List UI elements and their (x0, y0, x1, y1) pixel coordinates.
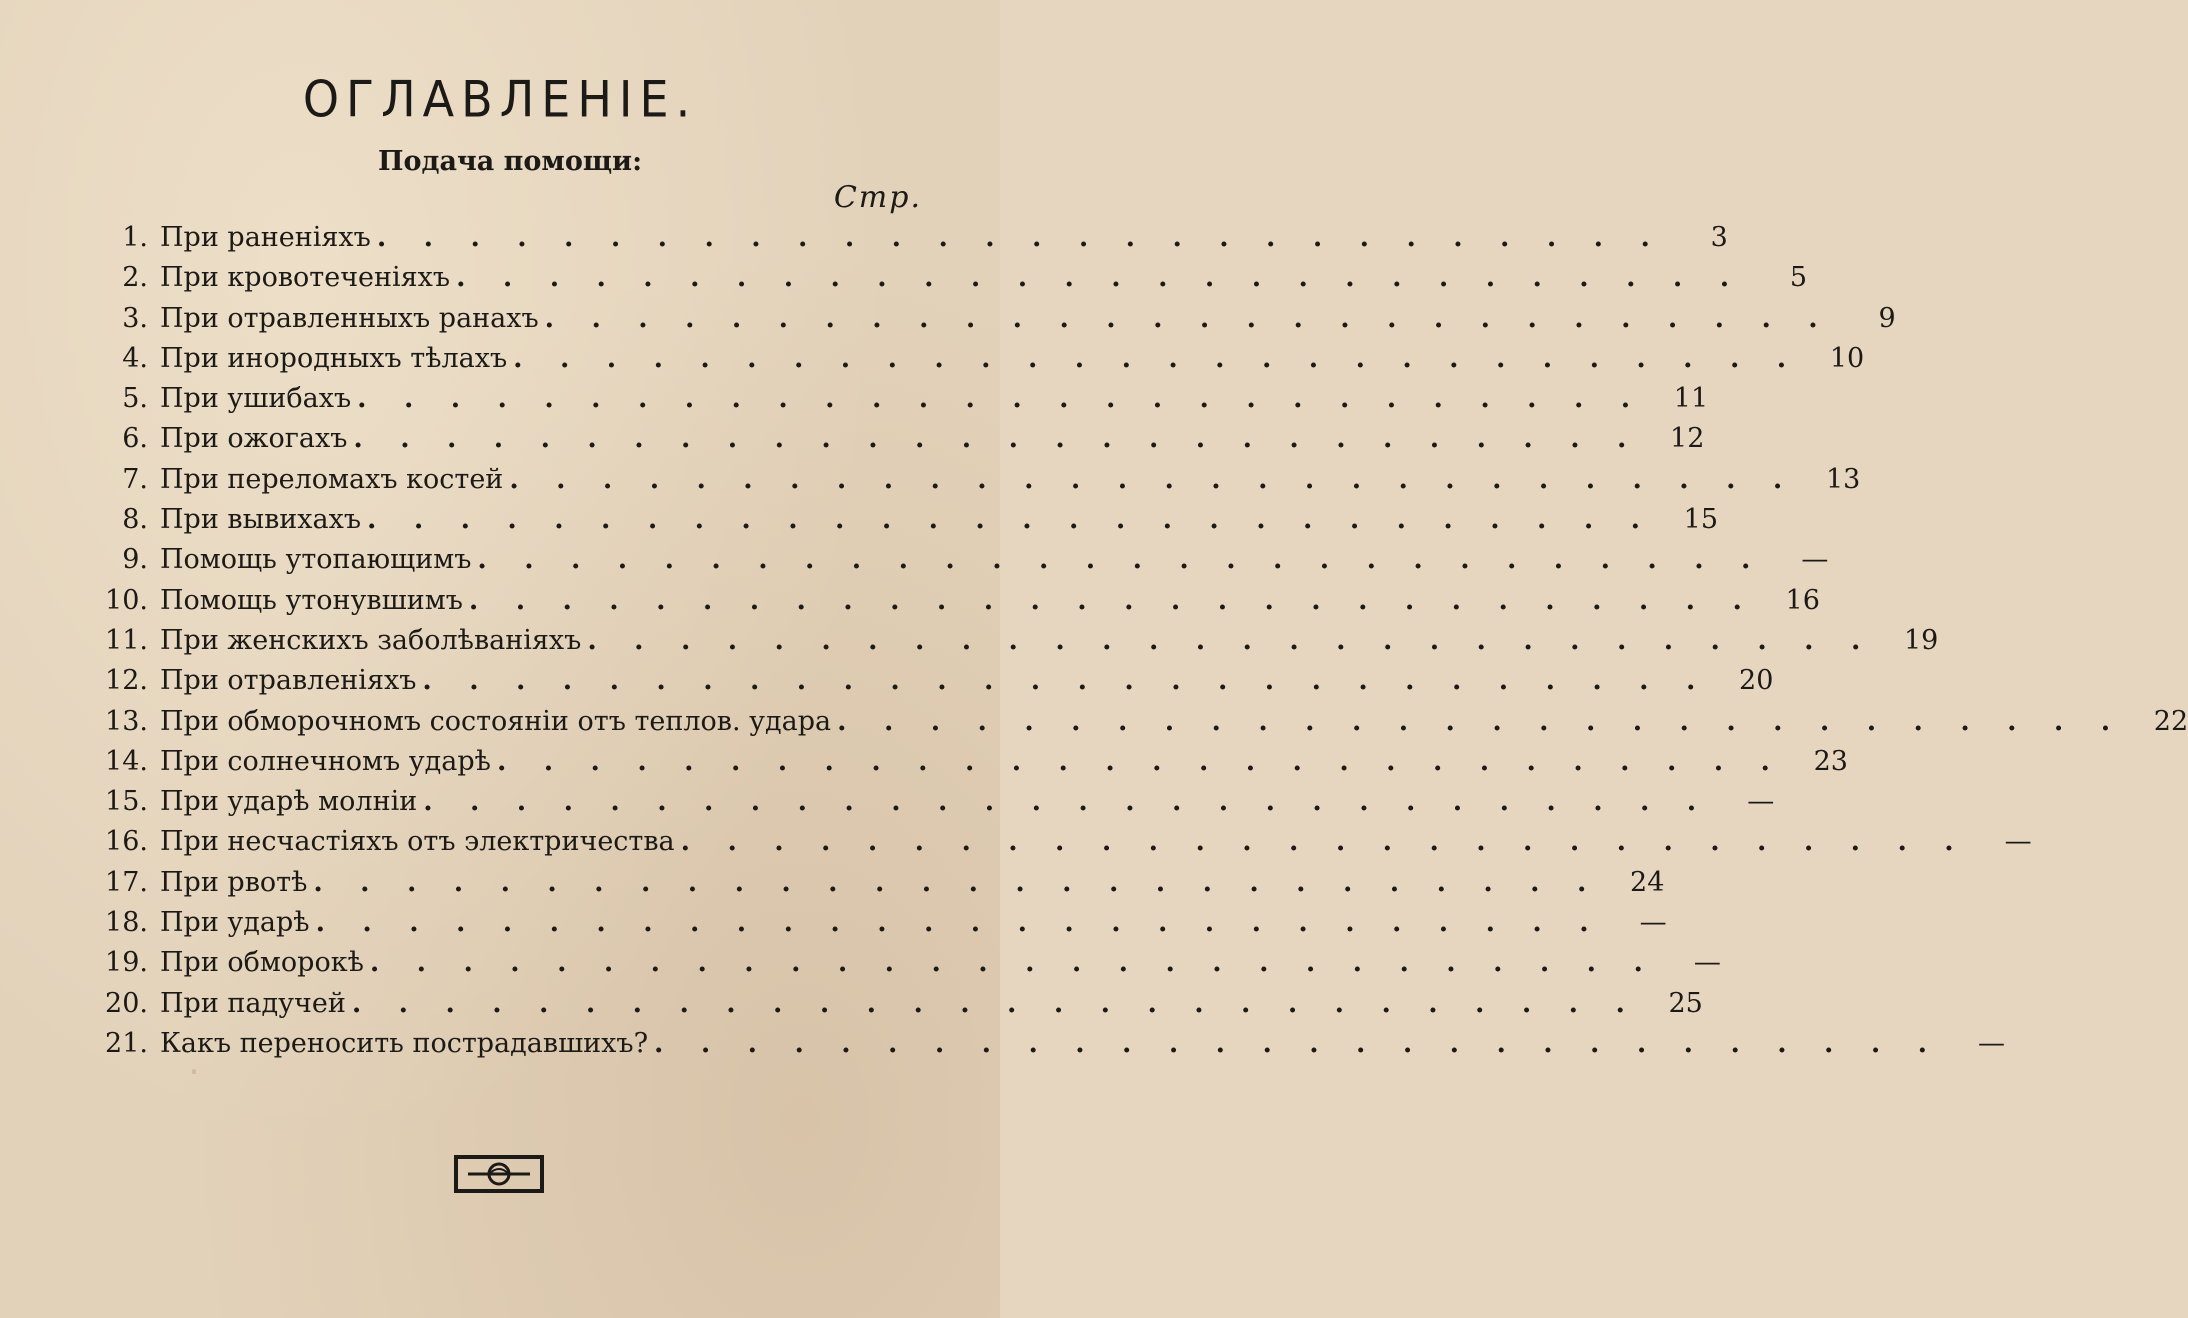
toc-entry-page: — (1693, 947, 1721, 979)
publisher-logo-icon (454, 1155, 544, 1193)
toc-entry-title: При ударѣ молнiи (160, 786, 418, 818)
toc-entry-label (148, 782, 1710, 822)
toc-entry-page: — (1801, 544, 1829, 576)
toc-entry-number: 20. (105, 987, 148, 1019)
toc-entry (98, 621, 1939, 661)
toc-entry-page: 13 (1825, 463, 1861, 495)
toc-entry-title: При отравленныхъ ранахъ (160, 302, 539, 334)
toc-entry-number: 4. (122, 342, 148, 374)
toc-entry-number: 19. (105, 947, 148, 979)
toc-entry-number: 9. (122, 544, 148, 576)
toc-entry-label (148, 581, 1756, 621)
toc-entry-number: 1. (122, 222, 148, 253)
toc-entry-label (148, 822, 1968, 862)
toc-entry-label (148, 540, 1764, 580)
toc-leader-dots: . . . . . . . . . . . . . . . . . . . . . . . . . . . . (313, 866, 1601, 898)
toc-entry-number: 16. (105, 826, 148, 858)
toc-entry-number: 2. (122, 262, 148, 294)
toc-leader-dots: . . . . . . . . . . . . . . . . . . . . . . . . . . . . (369, 947, 1657, 979)
toc-entry-number: 21. (105, 1027, 148, 1059)
toc-entry-page: 5 (1789, 262, 1808, 294)
toc-entry-page: 12 (1670, 423, 1705, 455)
toc-entry (98, 702, 2188, 742)
toc-entry (98, 742, 1848, 782)
toc-leader-dots: . . . . . . . . . . . . . . . . . . . . . . . . . . . . (680, 826, 1968, 858)
toc-entry-title: Помощь утонувшимъ (160, 584, 463, 616)
toc-entry (98, 661, 1774, 701)
toc-entry-title: При ушибахъ (160, 383, 352, 415)
toc-entry-title: При ударѣ (160, 907, 310, 939)
toc-leader-dots: . . . . . . . . . . . . . . . . . . . . . . . . . . . . (357, 383, 1645, 415)
toc-entry (98, 299, 1896, 339)
toc-entry-number: 6. (122, 423, 148, 455)
section-subtitle: Подача помощи: (377, 146, 643, 177)
toc-entry (98, 339, 1865, 379)
toc-entry-title: При ожогахъ (160, 423, 348, 455)
toc-entry-page: 11 (1673, 383, 1709, 415)
toc-leader-dots: . . . . . . . . . . . . . . . . . . . . . . . . . . . . (654, 1027, 1942, 1059)
toc-entry (98, 984, 1703, 1024)
toc-leader-dots: . . . . . . . . . . . . . . . . . . . . . . . . . . . . (353, 423, 1641, 455)
toc-entry-label (148, 339, 1800, 379)
toc-entry-title: При рвотѣ (160, 866, 308, 898)
faded-stamp-mark: · (184, 1054, 208, 1091)
toc-entry-title: Помощь утопающимъ (160, 544, 472, 576)
toc-entry (98, 460, 1861, 500)
toc-entry-number: 17. (105, 866, 148, 898)
toc-leader-dots: . . . . . . . . . . . . . . . . . . . . . . . . . . . . (456, 262, 1744, 294)
toc-entry (98, 379, 1709, 419)
toc-entry-page: 3 (1710, 222, 1728, 253)
toc-entry-label (148, 218, 1664, 258)
toc-entry-page: 10 (1829, 342, 1865, 374)
toc-entry (98, 500, 1719, 540)
toc-entry-label (148, 419, 1640, 459)
toc-entry-number: 13. (105, 705, 148, 737)
toc-leader-dots: . . . . . . . . . . . . . . . . . . . . . . . . . . . . (509, 463, 1797, 495)
toc-entry-label (148, 621, 1874, 661)
toc-entry-label (148, 258, 1743, 298)
toc-entry (98, 258, 1808, 298)
toc-entry-page: 19 (1903, 624, 1939, 656)
toc-entry-title: При переломахъ костей (160, 463, 504, 495)
toc-entry-title: При отравленiяхъ (160, 665, 417, 697)
toc-entry-title: При солнечномъ ударѣ (160, 745, 491, 777)
toc-leader-dots: . . . . . . . . . . . . . . . . . . . . . . . . . . . . (422, 665, 1710, 697)
toc-leader-dots: . . . . . . . . . . . . . . . . . . . . . . . . . . . . (468, 584, 1756, 616)
toc-entry-page: 16 (1785, 584, 1820, 616)
toc-entry-page: 9 (1878, 302, 1896, 334)
toc-leader-dots: . . . . . . . . . . . . . . . . . . . . . . . . . . . . (544, 302, 1832, 334)
toc-entry-page: — (1747, 786, 1775, 818)
toc-entry-page: 22 (2153, 705, 2188, 737)
toc-entry-label (148, 661, 1709, 701)
toc-entry-label (148, 1024, 1941, 1064)
toc-entry-label (148, 460, 1796, 500)
toc-entry-title: При несчастiяхъ отъ электричества (160, 826, 675, 858)
toc-entry-number: 14. (105, 745, 148, 777)
toc-entry-number: 7. (122, 463, 148, 495)
toc-entry-title: При вывихахъ (160, 504, 362, 536)
toc-entry-page: — (1978, 1027, 2006, 1059)
toc-entry-label (148, 500, 1654, 540)
toc-entry-number: 18. (105, 907, 148, 939)
toc-entry-page: 15 (1683, 504, 1719, 536)
toc-entry-number: 11. (105, 624, 148, 656)
toc-entry-page: — (2004, 826, 2032, 858)
toc-leader-dots: . . . . . . . . . . . . . . . . . . . . . . . . . . . . (376, 222, 1664, 253)
toc-entry-page: 23 (1813, 745, 1848, 777)
toc-entry-title: При падучей (160, 987, 346, 1019)
toc-entry-label (148, 943, 1657, 983)
toc-entry (98, 1024, 2006, 1064)
toc-entry-number: 5. (122, 383, 148, 415)
toc-entry-title: При кровотеченiяхъ (160, 262, 451, 294)
toc-entry-title: При раненiяхъ (160, 222, 371, 253)
toc-entry-label (148, 984, 1639, 1024)
toc-entry-page: — (1639, 907, 1667, 939)
toc-entry-number: 12. (105, 665, 148, 697)
toc-entry-title: Какъ переносить пострадавшихъ? (160, 1027, 649, 1059)
page-title: ОГЛАВЛЕНIЕ. (302, 69, 698, 129)
toc-leader-dots: . . . . . . . . . . . . . . . . . . . . . . . . . . . . (837, 705, 2125, 737)
toc-entry-number: 3. (122, 302, 148, 334)
toc-leader-dots: . . . . . . . . . . . . . . . . . . . . . . . . . . . . (513, 342, 1801, 374)
toc-entry-page: 25 (1668, 987, 1703, 1019)
toc-leader-dots: . . . . . . . . . . . . . . . . . . . . . . . . . . . . (587, 624, 1875, 656)
toc-entry (98, 540, 1829, 580)
toc-entry (98, 943, 1721, 983)
toc-leader-dots: . . . . . . . . . . . . . . . . . . . . . . . . . . . . (496, 745, 1784, 777)
page-column-label: Стр. (833, 180, 922, 215)
toc-leader-dots: . . . . . . . . . . . . . . . . . . . . . . . . . . . . (315, 907, 1603, 939)
toc-entry-title: При обморокѣ (160, 947, 364, 979)
toc-entry (98, 218, 1728, 258)
toc-entry (98, 863, 1665, 903)
toc-entry-label (148, 379, 1644, 419)
toc-entry (98, 903, 1667, 943)
toc-entry-number: 8. (122, 504, 148, 536)
toc-entry-title: При обморочномъ состоянiи отъ теплов. удара (160, 705, 832, 737)
toc-entry-label (148, 702, 2124, 742)
toc-entry-number: 15. (105, 786, 148, 818)
toc-entry-title: При женскихъ заболѣванiяхъ (160, 624, 582, 656)
toc-entry (98, 581, 1820, 621)
toc-entry-page: 20 (1739, 665, 1774, 697)
toc-leader-dots: . . . . . . . . . . . . . . . . . . . . . . . . . . . . (423, 786, 1711, 818)
toc-entry-title: При инородныхъ тѣлахъ (160, 342, 508, 374)
toc-entry-number: 10. (105, 584, 148, 616)
toc-entry-label (148, 863, 1600, 903)
toc-entry (98, 782, 1775, 822)
toc-entry-page: 24 (1630, 866, 1665, 898)
toc-entry-label (148, 299, 1832, 339)
toc-entry-label (148, 903, 1603, 943)
toc-leader-dots: . . . . . . . . . . . . . . . . . . . . . . . . . . . . (351, 987, 1639, 1019)
toc-entry (98, 822, 2032, 862)
toc-entry (98, 419, 1705, 459)
table-of-contents (98, 218, 2188, 1064)
toc-entry-label (148, 742, 1784, 782)
toc-leader-dots: . . . . . . . . . . . . . . . . . . . . . . . . . . . . (367, 504, 1655, 536)
toc-leader-dots: . . . . . . . . . . . . . . . . . . . . . . . . . . . . (477, 544, 1765, 576)
